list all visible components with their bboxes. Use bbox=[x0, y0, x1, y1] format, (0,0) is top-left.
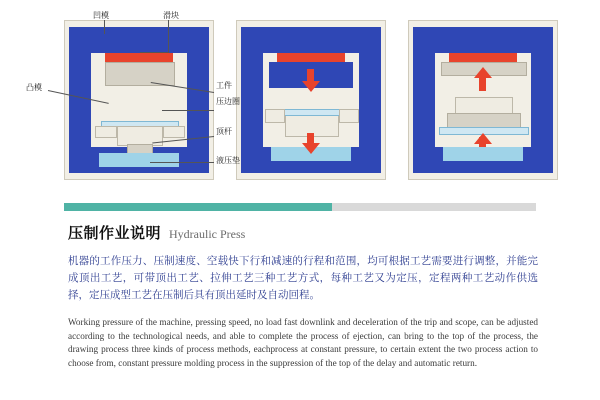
press-column-left bbox=[413, 27, 435, 173]
diagram-panel-pressing bbox=[236, 20, 386, 180]
press-column-left bbox=[69, 27, 91, 173]
concave-die-block bbox=[105, 62, 175, 86]
page-title-cn: 压制作业说明 bbox=[68, 224, 162, 242]
page-title-en: Hydraulic Press bbox=[169, 227, 246, 241]
press-column-right bbox=[531, 27, 553, 173]
callout-slider: 滑块 bbox=[163, 11, 179, 20]
press-column-left bbox=[241, 27, 263, 173]
arrow-down-head-top bbox=[302, 81, 320, 92]
callout-blank-holder: 压边圈 bbox=[216, 97, 240, 106]
leader-concave-die bbox=[104, 20, 105, 34]
slider-block bbox=[105, 53, 173, 62]
callout-convex-die: 凸模 bbox=[26, 83, 42, 92]
press-column-right bbox=[359, 27, 381, 173]
leader-hydraulic-cushion bbox=[150, 162, 214, 163]
slider-block bbox=[277, 53, 345, 62]
press-top-beam bbox=[91, 27, 187, 53]
arrow-up-shaft-top bbox=[479, 77, 486, 91]
leader-slider bbox=[168, 20, 169, 52]
arrow-up-head-bottom bbox=[474, 133, 492, 144]
description-chinese: 机器的工作压力、压制速度、空载快下行和减速的行程和范围，均可根据工艺需要进行调整，并能完成顶出工艺，可带顶出工艺、拉伸工艺三种工艺方式，每种工艺又为定压，定程两种工艺动作供选择，定压成型工艺在压制后具有顶出延时及自动回程。 bbox=[68, 255, 538, 301]
hydraulic-cushion bbox=[99, 153, 179, 167]
press-column-right bbox=[187, 27, 209, 173]
leader-blank-holder bbox=[162, 110, 214, 111]
section-divider bbox=[64, 203, 536, 211]
description-english: Working pressure of the machine, pressing speed, no load fast downlink and deceleration of the trip and scope, can be adjusted according to the technological needs, and able to complete the process of ejection, can bring to the top of the process, the drawing process three kinds of process methods, eachprocess at constant pressure, to certain extent the two process action to choose from, constant pressure molding process in the suppression of the top of the delay and automatic return. bbox=[68, 317, 538, 368]
blank-holder-left bbox=[265, 109, 285, 123]
diagram-panel-open bbox=[64, 20, 214, 180]
press-top-beam bbox=[435, 27, 531, 53]
arrow-down-head-bottom bbox=[302, 143, 320, 154]
page-title bbox=[68, 222, 538, 243]
callout-hydraulic-cushion: 液压垫 bbox=[216, 156, 240, 165]
arrow-up-head-top bbox=[474, 67, 492, 78]
leader-slider-h bbox=[140, 52, 169, 53]
blank-holder-left bbox=[95, 126, 117, 138]
callout-ejector-rod: 顶杆 bbox=[216, 127, 232, 136]
description-section bbox=[68, 222, 538, 370]
divider-teal-segment bbox=[64, 203, 332, 211]
workpiece-sheet bbox=[281, 109, 343, 116]
blank-holder-right bbox=[163, 126, 185, 138]
diagram-panel-ejecting bbox=[408, 20, 558, 180]
callout-workpiece: 工件 bbox=[216, 81, 232, 90]
blank-holder-right bbox=[339, 109, 359, 123]
callout-concave-die: 凹模 bbox=[93, 11, 109, 20]
divider-gray-segment bbox=[332, 203, 536, 211]
press-top-beam bbox=[263, 27, 359, 53]
slider-block bbox=[449, 53, 517, 62]
hydraulic-cushion bbox=[443, 147, 523, 161]
